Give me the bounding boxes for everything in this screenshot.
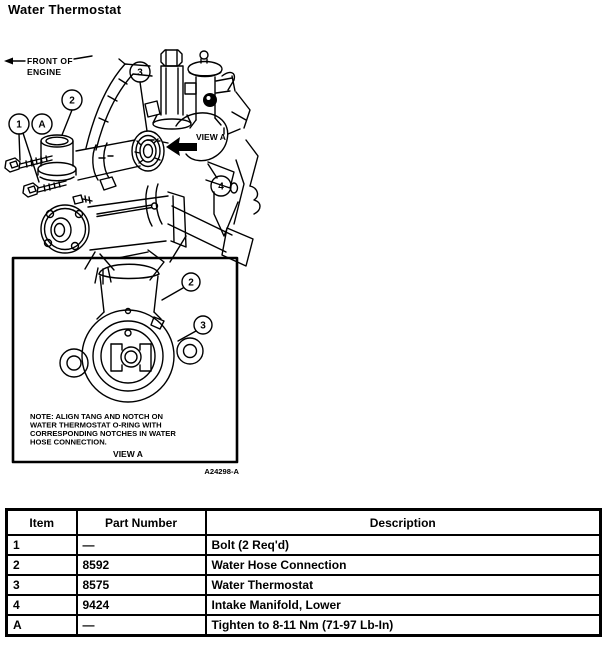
view-a-pointer-label: VIEW A [196, 132, 226, 142]
inset-note-line1: NOTE: ALIGN TANG AND NOTCH ON [30, 412, 164, 421]
header-item: Item [7, 510, 77, 536]
inset-callout-3-label: 3 [200, 320, 206, 332]
item-cell: A [7, 615, 77, 636]
inset-callout-3 [194, 316, 212, 334]
item-cell: 3 [7, 575, 77, 595]
callout-a [32, 114, 52, 134]
inset-note-line4: HOSE CONNECTION. [30, 437, 107, 447]
header-description: Description [206, 510, 601, 536]
callout-4 [211, 176, 231, 196]
front-of-engine-label [4, 56, 92, 77]
description-cell: Water Hose Connection [206, 555, 601, 575]
header-part-number: Part Number [77, 510, 206, 536]
figure-code: A24298-A [204, 467, 239, 476]
table-row [7, 595, 601, 615]
part-number-cell: — [77, 615, 206, 636]
parts-table-header-row [7, 510, 601, 536]
inset-note [30, 412, 176, 447]
description-cell: Water Thermostat [206, 575, 601, 595]
table-row [7, 535, 601, 555]
inset-callout-2-label: 2 [188, 277, 194, 289]
inset-callout-2 [182, 273, 200, 291]
part-number-cell: — [77, 535, 206, 555]
callout-1-label: 1 [16, 119, 22, 131]
parts-table [5, 508, 602, 637]
inset-line-art [60, 264, 203, 402]
part-number-cell: 9424 [77, 595, 206, 615]
callout-2 [62, 90, 82, 110]
item-cell: 1 [7, 535, 77, 555]
front-of-engine-line2: ENGINE [27, 67, 62, 77]
front-of-engine-line1: FRONT OF [27, 56, 73, 66]
callout-3-label: 3 [137, 67, 143, 79]
callout-1 [9, 114, 29, 134]
inset-note-line3: CORRESPONDING NOTCHES IN WATER [30, 429, 176, 438]
page-title: Water Thermostat [8, 2, 122, 17]
item-cell: 4 [7, 595, 77, 615]
callout-a-label: A [38, 119, 46, 131]
part-number-cell: 8592 [77, 555, 206, 575]
table-row [7, 575, 601, 595]
callout-4-label: 4 [218, 181, 224, 193]
engine-line-art [5, 50, 260, 284]
inset-note-line2: WATER THERMOSTAT O-RING WITH [30, 420, 162, 430]
table-row [7, 615, 601, 636]
part-number-cell: 8575 [77, 575, 206, 595]
view-a-arrow-icon [166, 137, 197, 156]
item-cell: 2 [7, 555, 77, 575]
table-row [7, 555, 601, 575]
description-cell: Tighten to 8-11 Nm (71-97 Lb-In) [206, 615, 601, 636]
description-cell: Bolt (2 Req'd) [206, 535, 601, 555]
inset-view-a-caption: VIEW A [113, 449, 143, 459]
front-arrow-icon [4, 58, 13, 65]
callout-2-label: 2 [69, 95, 75, 107]
description-cell: Intake Manifold, Lower [206, 595, 601, 615]
inset-view-a-box [13, 258, 237, 462]
